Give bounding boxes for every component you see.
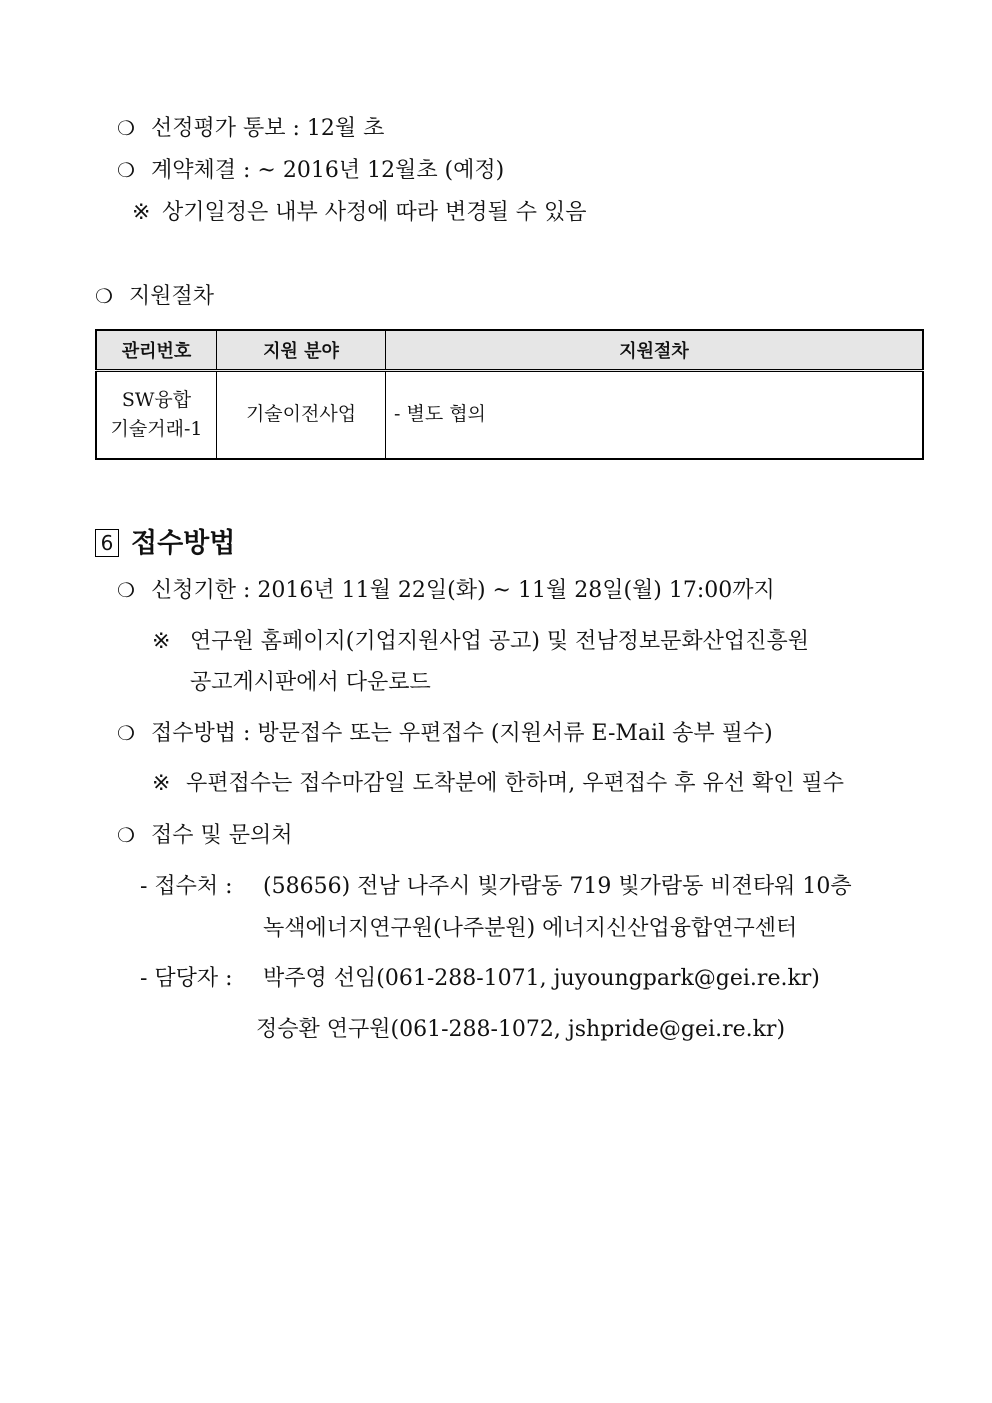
address-row xyxy=(140,876,852,898)
mail-note-text: 우편접수는 접수마감일 도착분에 한하며, 우편접수 후 유선 확인 필수 xyxy=(186,771,844,796)
schedule-notice-text: 선정평가 통보 : 12월 초 xyxy=(151,116,385,141)
section-title-text: 접수방법 xyxy=(131,528,236,559)
manager-row xyxy=(140,968,820,990)
address-line2: 녹색에너지연구원(나주분원) 에너지신산업융합연구센터 xyxy=(263,916,798,941)
circle-bullet-icon: ❍ xyxy=(117,578,135,602)
cell-field: 기술이전사업 xyxy=(217,371,386,460)
download-note-line2: 공고게시판에서 다운로드 xyxy=(190,670,431,695)
method-text: 접수방법 : 방문접수 또는 우편접수 (지원서류 E-Mail 송부 필수) xyxy=(151,721,773,746)
deadline-text: 신청기한 : 2016년 11월 22일(화) ~ 11월 28일(월) 17:00까지 xyxy=(151,578,775,603)
address-label: - 접수처 : xyxy=(140,874,233,899)
cell-id-line1: SW융합 xyxy=(121,388,192,411)
support-procedure-heading xyxy=(95,286,214,308)
support-procedure-heading-text: 지원절차 xyxy=(129,284,215,309)
column-header-procedure: 지원절차 xyxy=(386,330,924,371)
schedule-note-text: 상기일정은 내부 사정에 따라 변경될 수 있음 xyxy=(162,200,587,225)
column-header-id: 관리번호 xyxy=(96,330,217,371)
method-item xyxy=(117,723,773,745)
reference-mark-icon: ※ xyxy=(132,200,151,225)
schedule-contract-text: 계약체결 : ~ 2016년 12월초 (예정) xyxy=(151,158,505,183)
cell-id-line2: 기술거래-1 xyxy=(110,418,203,440)
support-procedure-table xyxy=(95,329,924,460)
manager1-text: 박주영 선임(061-288-1071, juyoungpark@gei.re.kr) xyxy=(263,966,820,991)
manager-label: - 담당자 : xyxy=(140,966,233,991)
circle-bullet-icon: ❍ xyxy=(95,284,113,308)
mail-note xyxy=(152,773,844,795)
circle-bullet-icon: ❍ xyxy=(117,823,135,847)
circle-bullet-icon: ❍ xyxy=(117,158,135,182)
cell-id xyxy=(96,371,217,460)
address-line1: (58656) 전남 나주시 빛가람동 719 빛가람동 비젼타워 10층 xyxy=(263,874,852,899)
cell-procedure: - 별도 협의 xyxy=(386,371,924,460)
table-header-row xyxy=(96,330,923,371)
reference-mark-icon: ※ xyxy=(152,629,171,654)
schedule-note xyxy=(132,202,587,224)
column-header-field: 지원 분야 xyxy=(217,330,386,371)
section-number-box: 6 xyxy=(95,529,119,557)
schedule-item xyxy=(117,118,384,140)
contact-heading xyxy=(117,825,293,847)
circle-bullet-icon: ❍ xyxy=(117,116,135,140)
manager2-text: 정승환 연구원(061-288-1072, jshpride@gei.re.kr) xyxy=(256,1017,786,1042)
circle-bullet-icon: ❍ xyxy=(117,721,135,745)
download-note-line1: 연구원 홈페이지(기업지원사업 공고) 및 전남정보문화산업진흥원 xyxy=(190,629,809,654)
schedule-item xyxy=(117,160,504,182)
deadline-item xyxy=(117,580,775,602)
contact-heading-text: 접수 및 문의처 xyxy=(151,823,293,848)
table-row xyxy=(96,371,923,460)
download-note xyxy=(152,631,809,653)
reference-mark-icon: ※ xyxy=(152,771,171,796)
section-title xyxy=(95,521,235,560)
